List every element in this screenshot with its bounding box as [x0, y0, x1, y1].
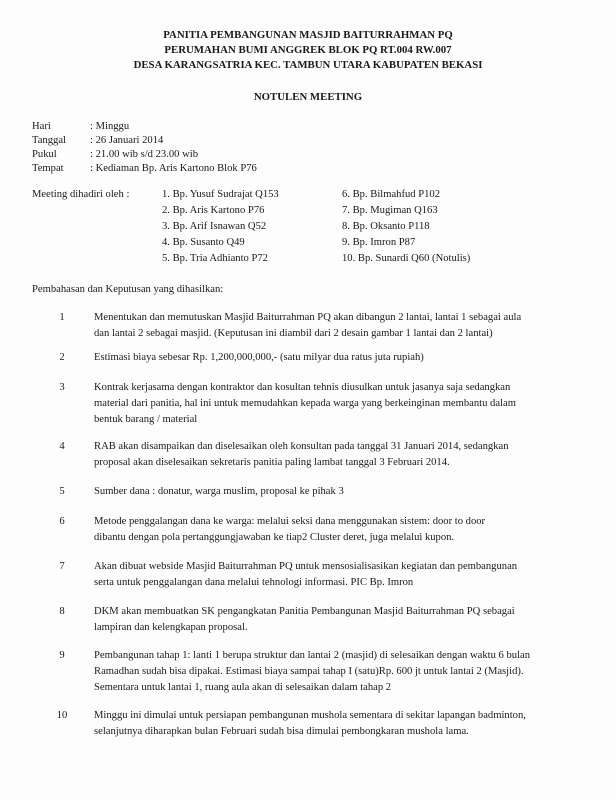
- item-number: 2: [59, 352, 65, 363]
- info-label: Pukul: [32, 149, 57, 160]
- info-label: Hari: [32, 121, 51, 132]
- item-number: 3: [59, 382, 65, 393]
- item-line: Metode penggalangan dana ke warga: melalui seksi dana menggunakan sistem: door to door: [94, 516, 486, 527]
- letterhead-line-3: DESA KARANGSATRIA KEC. TAMBUN UTARA KABUPATEN BEKASI: [133, 59, 483, 71]
- item-number: 9: [59, 650, 65, 661]
- item-text: [94, 484, 594, 500]
- info-value: : Kediaman Bp. Aris Kartono Blok P76: [90, 163, 257, 174]
- item-line: dan lantai 2 sebagai masjid. (Keputusan ini diambil dari 2 desain gambar 1 lantai dan 2 lantai): [94, 328, 493, 340]
- attendee: 3. Bp. Arif Isnawan Q52: [162, 221, 267, 233]
- item-line: bentuk barang / material: [94, 414, 198, 426]
- item-line: Akan dibuat webside Masjid Baiturrahman PQ untuk mensosialisasikan kegiatan dan pembangunan: [94, 561, 518, 572]
- item-line: serta untuk penggalangan dana melalui tehnologi informasi. PIC Bp. Imron: [94, 577, 414, 589]
- item-line: selanjutnya diharapkan bulan Februari sudah bisa dimulai pembongkaran mushola lama.: [94, 726, 469, 738]
- item-line: DKM akan membuatkan SK pengangkatan Panitia Pembangunan Masjid Baiturrahman PQ sebagai: [94, 606, 515, 617]
- letterhead: [0, 28, 616, 73]
- discussion-intro: Pembahasan dan Keputusan yang dihasilkan:: [32, 284, 224, 295]
- item-line: RAB akan disampaikan dan diselesaikan oleh konsultan pada tanggal 31 Januari 2014, sedangkan: [94, 441, 509, 452]
- attendee: 10. Bp. Sunardi Q60 (Notulis): [342, 253, 471, 265]
- attendee: 7. Bp. Mugiman Q163: [342, 205, 438, 217]
- attendee: 4. Bp. Susanto Q49: [162, 237, 245, 249]
- item-line: Sementara untuk lantai 1, ruang aula akan di selesaikan dalam tahap 2: [94, 682, 392, 694]
- item-number: 8: [59, 606, 65, 617]
- info-value: : Minggu: [90, 121, 130, 132]
- item-text: [94, 310, 594, 342]
- info-label: Tempat: [32, 163, 64, 174]
- meeting-info: [32, 120, 257, 176]
- item-text: [94, 604, 594, 636]
- item-line: Sumber dana : donatur, warga muslim, proposal ke pihak 3: [94, 486, 344, 497]
- item-text: [94, 380, 594, 429]
- item-number: 10: [56, 710, 68, 721]
- info-row-date: [32, 134, 257, 148]
- item-number: 4: [59, 441, 65, 452]
- item-text: [94, 708, 594, 740]
- item-text: [94, 514, 594, 546]
- item-line: Pembangunan tahap 1: lanti 1 berupa struktur dan lantai 2 (masjid) di selesaikan dengan waktu 6 bulan: [94, 650, 530, 661]
- item-number: 7: [59, 561, 65, 572]
- letterhead-line-2: PERUMAHAN BUMI ANGGREK BLOK PQ RT.004 RW.007: [164, 44, 452, 56]
- item-line: lampiran dan kelengkapan proposal.: [94, 622, 248, 634]
- item-line: proposal akan diselesaikan sekretaris panitia paling lambat tanggal 3 Februari 2014.: [94, 457, 450, 469]
- item-text: [94, 648, 594, 697]
- attendee: 1. Bp. Yusuf Sudrajat Q153: [162, 189, 279, 200]
- item-line: Menentukan dan memutuskan Masjid Baiturrahman PQ akan dibangun 2 lantai, lantai 1 sebagai aula: [94, 312, 522, 323]
- attendee-list-right: [342, 188, 470, 268]
- info-value: : 26 Januari 2014: [90, 135, 164, 146]
- item-number: 1: [59, 312, 65, 323]
- item-line: Minggu ini dimulai untuk persiapan pembangunan mushola sementara di sekitar lapangan badminton,: [94, 710, 526, 721]
- info-label: Tanggal: [32, 135, 66, 146]
- item-number: 6: [59, 516, 65, 527]
- item-line: dibantu dengan pola pertanggungjawaban ke tiap2 Cluster deret, juga melalui kupon.: [94, 532, 455, 544]
- attendee-list-left: [162, 188, 279, 268]
- attendee: 5. Bp. Tria Adhianto P72: [162, 253, 268, 265]
- item-line: Estimasi biaya sebesar Rp. 1,200,000,000,- (satu milyar dua ratus juta rupiah): [94, 352, 424, 363]
- item-text: [94, 439, 594, 471]
- letterhead-line-1: PANITIA PEMBANGUNAN MASJID BAITURRAHMAN PQ: [163, 29, 453, 41]
- attendee: 8. Bp. Oksanto P118: [342, 221, 430, 233]
- item-text: [94, 559, 594, 591]
- info-row-place: [32, 162, 257, 176]
- document-title: NOTULEN MEETING: [253, 91, 363, 103]
- attendee: 6. Bp. Bilmahfud P102: [342, 189, 440, 200]
- item-text: [94, 350, 594, 366]
- info-row-time: [32, 148, 257, 162]
- info-row-day: [32, 120, 257, 134]
- attendee: 2. Bp. Aris Kartono P76: [162, 205, 265, 217]
- info-value: : 21.00 wib s/d 23.00 wib: [90, 149, 199, 160]
- item-line: Kontrak kerjasama dengan kontraktor dan kosultan tehnis diusulkan untuk jasanya saja sedangkan: [94, 382, 511, 393]
- attendee: 9. Bp. Imron P87: [342, 237, 416, 249]
- item-line: material dari panitia, hal ini untuk memudahkan kepada warga yang berkeinginan membantu dalam: [94, 398, 516, 410]
- item-number: 5: [59, 486, 65, 497]
- item-line: Ramadhan sudah bisa dipakai. Estimasi biaya sampai tahap I (satu)Rp. 600 jt untuk lantai 2 (Masjid).: [94, 666, 524, 678]
- attendance-label: Meeting dihadiri oleh :: [32, 189, 130, 200]
